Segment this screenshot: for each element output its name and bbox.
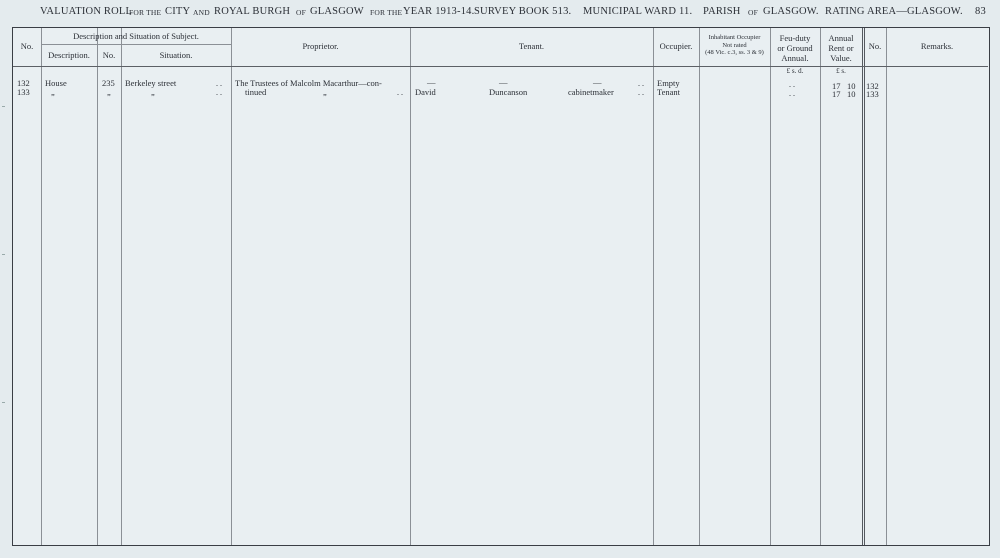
row-132-feu-dots: .. — [789, 80, 797, 89]
row-132-no-right: 132 — [866, 81, 879, 91]
header-year: YEAR 1913-14. — [403, 6, 475, 17]
col-rule — [864, 28, 865, 545]
col-rule — [653, 28, 654, 545]
row-132-tenant-dots: .. — [638, 79, 646, 88]
feu-line-2: or Ground — [777, 43, 813, 53]
rent-line-2: Rent or — [828, 43, 854, 53]
margin-mark — [2, 106, 5, 107]
header-title-1b: FOR THE — [129, 8, 162, 17]
row-133-no-right: 133 — [866, 89, 879, 99]
col-header-feu-duty — [770, 33, 820, 63]
col-header-tenant: Tenant. — [518, 41, 545, 51]
row-132-rent-shillings: 10 — [847, 81, 856, 91]
valuation-table — [12, 27, 990, 546]
col-rule — [699, 28, 700, 545]
margin-mark — [2, 402, 5, 403]
row-133-description: „ — [51, 87, 55, 97]
col-header-remarks: Remarks. — [920, 41, 954, 51]
header-parish-name: GLASGOW. — [763, 6, 819, 17]
header-rating-area: RATING AREA—GLASGOW. — [825, 6, 963, 17]
row-132-tenant-surname: — — [499, 77, 508, 87]
header-title-2: CITY — [165, 6, 191, 17]
col-rule — [231, 28, 232, 545]
col-header-description: Description. — [48, 50, 90, 60]
rent-units: £ s. — [836, 67, 846, 75]
col-rule — [410, 28, 411, 545]
col-rule — [820, 28, 821, 545]
row-132-situation-dots: .. — [216, 79, 224, 88]
row-133-tenant-occupation: cabinetmaker — [568, 87, 614, 97]
row-132-rent-pounds: 17 — [832, 81, 841, 91]
row-132-number: 235 — [102, 78, 115, 88]
col-header-number: No. — [102, 50, 116, 60]
col-header-no: No. — [20, 41, 34, 51]
header-ward: MUNICIPAL WARD 11. — [583, 6, 693, 17]
header-title-3b: OF — [296, 8, 306, 17]
rent-line-3: Value. — [830, 53, 852, 63]
col-rule — [41, 28, 42, 545]
row-133-rent-shillings: 10 — [847, 89, 856, 99]
row-133-occupier: Tenant — [657, 87, 681, 97]
header-title-2b: AND — [193, 8, 210, 17]
col-rule — [770, 28, 771, 545]
header-title-4: GLASGOW — [310, 6, 364, 17]
header-title-4b: FOR THE — [370, 8, 403, 17]
col-header-situation: Situation. — [159, 50, 193, 60]
row-133-tenant-surname: Duncanson — [489, 87, 528, 97]
row-133-tenant-dots: .. — [638, 88, 646, 97]
row-132-no: 132 — [17, 78, 30, 88]
row-133-proprietor: tinued — [245, 87, 267, 97]
page-header — [0, 0, 1000, 26]
row-132-tenant-first: — — [427, 77, 436, 87]
inhabitant-line-1: Inhabitant Occupier — [708, 34, 761, 41]
header-parish-of: OF — [748, 8, 758, 17]
row-132-occupier: Empty — [657, 78, 680, 88]
page-number: 83 — [975, 6, 986, 17]
col-rule — [121, 28, 122, 545]
inhabitant-line-3: (48 Vic. c.3, ss. 3 & 9) — [705, 49, 764, 56]
row-133-proprietor-dots: .. — [397, 88, 405, 97]
row-132-proprietor: The Trustees of Malcolm Macarthur—con- — [235, 78, 382, 88]
row-133-situation: „ — [151, 87, 155, 97]
group-rule — [41, 44, 231, 45]
feu-line-3: Annual. — [781, 53, 809, 63]
row-132-description: House — [45, 78, 67, 88]
col-rule — [97, 28, 98, 545]
col-header-inhabitant — [699, 34, 770, 57]
row-132-situation: Berkeley street — [125, 78, 177, 88]
row-133-number: „ — [107, 87, 111, 97]
col-header-description-group: Description and Situation of Subject. — [73, 31, 199, 41]
feu-line-1: Feu-duty — [779, 33, 811, 43]
margin-mark — [2, 254, 5, 255]
col-rule — [886, 28, 887, 545]
row-132-tenant-occupation: — — [593, 77, 602, 87]
row-133-no: 133 — [17, 87, 30, 97]
row-133-rent-pounds: 17 — [832, 89, 841, 99]
row-133-situation-dots: .. — [216, 88, 224, 97]
inhabitant-line-2: Not rated — [722, 41, 747, 49]
row-133-proprietor-ditto: „ — [323, 87, 327, 97]
rent-line-1: Annual — [828, 33, 854, 43]
header-survey-book: SURVEY BOOK 513. — [474, 6, 572, 17]
col-header-proprietor: Proprietor. — [302, 41, 339, 51]
col-rule — [862, 28, 863, 545]
col-header-occupier: Occupier. — [659, 41, 693, 51]
row-133-feu-dots: .. — [789, 89, 797, 98]
row-133-tenant-first: David — [415, 87, 436, 97]
header-title-3: ROYAL BURGH — [214, 6, 291, 17]
col-header-no-right: No. — [868, 41, 882, 51]
col-header-annual-rent — [820, 33, 862, 63]
feu-units: £ s. d. — [786, 67, 804, 75]
header-title-1: VALUATION ROLL — [40, 6, 133, 17]
header-parish: PARISH — [703, 6, 741, 17]
